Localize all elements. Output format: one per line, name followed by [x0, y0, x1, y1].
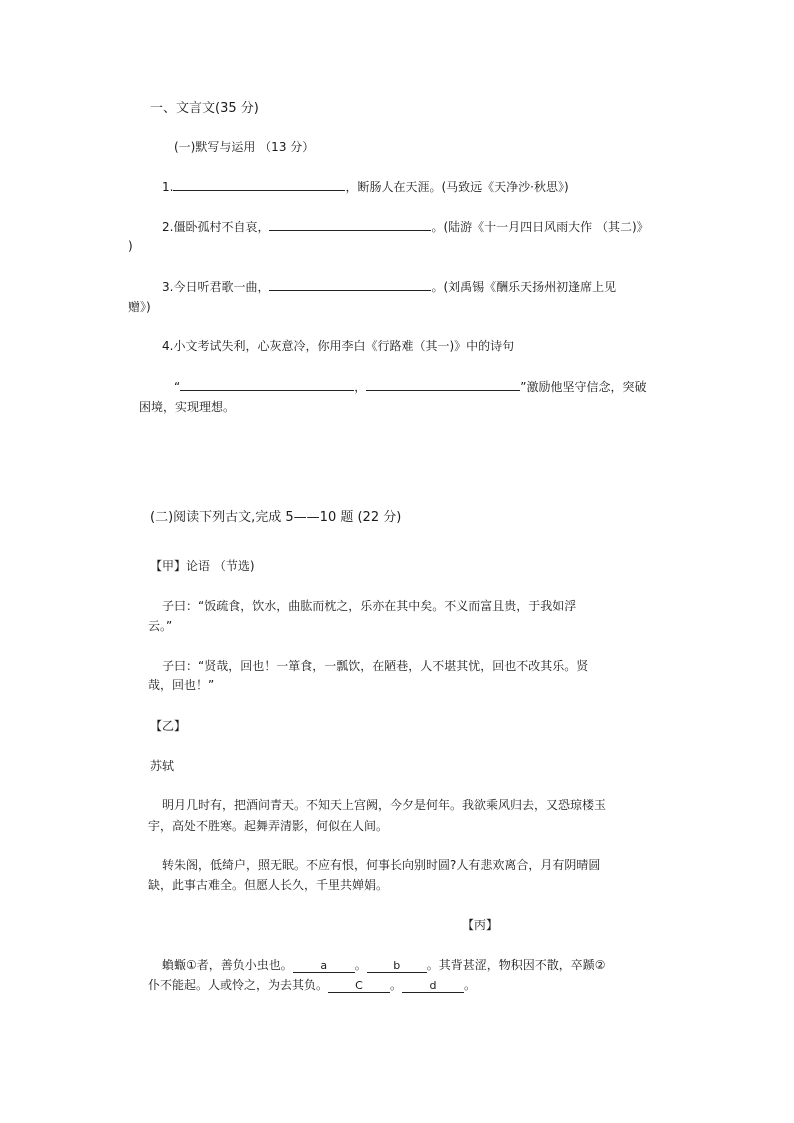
question-2-source: 。(陆游《十一月四日风雨大作 （其二)》: [431, 220, 649, 234]
question-4: 4.小文考试失利，心灰意冷，你用李白《行路难（其一)》中的诗句: [162, 339, 515, 353]
yi-title: 【乙】: [150, 719, 187, 733]
question-1: [162, 178, 569, 195]
answer-blank-3[interactable]: [269, 278, 431, 291]
bing-line2: [148, 977, 476, 993]
blank-d[interactable]: d: [402, 980, 464, 993]
question-3-source: 。(刘禹锡《酬乐天扬州初逢席上见: [431, 280, 617, 294]
bing-line1: [162, 957, 606, 973]
bing-title: 【丙】: [462, 918, 499, 932]
blank-b[interactable]: b: [367, 960, 427, 973]
answer-blank-4a[interactable]: [180, 378, 354, 391]
comma: ，: [354, 380, 367, 394]
bing-dot-a: 。: [354, 958, 367, 972]
question-4-tail: ”激励他坚守信念，突破: [520, 380, 647, 394]
question-3: [162, 278, 616, 295]
yi-para2-line2: 缺，此事古难全。但愿人长久，千里共婵娟。: [148, 878, 389, 892]
section2-title: (二)阅读下列古文,完成 5——10 题 (22 分): [150, 510, 402, 525]
bing-line1-text: 蝜蝂①者，善负小虫也。: [162, 958, 293, 972]
subsection1-title: (一)默写与运用 （13 分）: [174, 140, 315, 154]
jia-para2-line2: 哉，回也！”: [148, 678, 215, 692]
open-quote: “: [174, 380, 181, 394]
jia-para2-line1: 子曰：“贤哉，回也！一箪食，一瓢饮，在陋巷，人不堪其忧，回也不改其乐。贤: [162, 659, 589, 673]
answer-blank-2[interactable]: [269, 218, 431, 231]
yi-author: 苏轼: [150, 759, 175, 773]
yi-para2-line1: 转朱阁，低绮户，照无眠。不应有恨，何事长向别时圆?人有悲欢离合，月有阴晴圆: [162, 858, 601, 872]
bing-line1-tail: 。其背甚涩，物积因不散，卒踬②: [426, 958, 606, 972]
question-3-wrap: 赠》): [128, 300, 151, 314]
section1-title: 一、文言文(35 分): [150, 101, 259, 116]
question-1-number: 1.: [162, 180, 174, 194]
question-4-answer-line: [174, 378, 646, 395]
question-2: [162, 218, 649, 235]
question-2-text: 2.僵卧孤村不自哀，: [162, 220, 270, 234]
yi-para1-line2: 宇，高处不胜寒。起舞弄清影，何似在人间。: [148, 819, 389, 833]
question-2-wrap: ): [128, 239, 133, 253]
jia-para1-line1: 子曰：“饭疏食，饮水，曲肱而枕之，乐亦在其中矣。不义而富且贵，于我如浮: [162, 599, 577, 613]
question-1-text: ，断肠人在天涯。(马致远《天净沙·秋思》): [345, 180, 569, 194]
jia-title: 【甲】论语 （节选): [150, 559, 255, 573]
question-3-text: 3.今日听君歌一曲，: [162, 280, 270, 294]
bing-line2-text: 仆不能起。人或怜之，为去其负。: [148, 978, 329, 992]
bing-dot-c: 。: [390, 978, 403, 992]
yi-para1-line1: 明月几时有，把酒问青天。不知天上宫阙，今夕是何年。我欲乘风归去，又恐琼楼玉: [162, 798, 607, 812]
answer-blank-1[interactable]: [173, 178, 345, 191]
bing-dot-d: 。: [464, 978, 477, 992]
blank-c[interactable]: C: [328, 980, 390, 993]
question-4-wrap: 困境，实现理想。: [139, 400, 236, 414]
jia-para1-line2: 云。”: [148, 619, 173, 633]
answer-blank-4b[interactable]: [366, 378, 520, 391]
blank-a[interactable]: a: [293, 960, 355, 973]
